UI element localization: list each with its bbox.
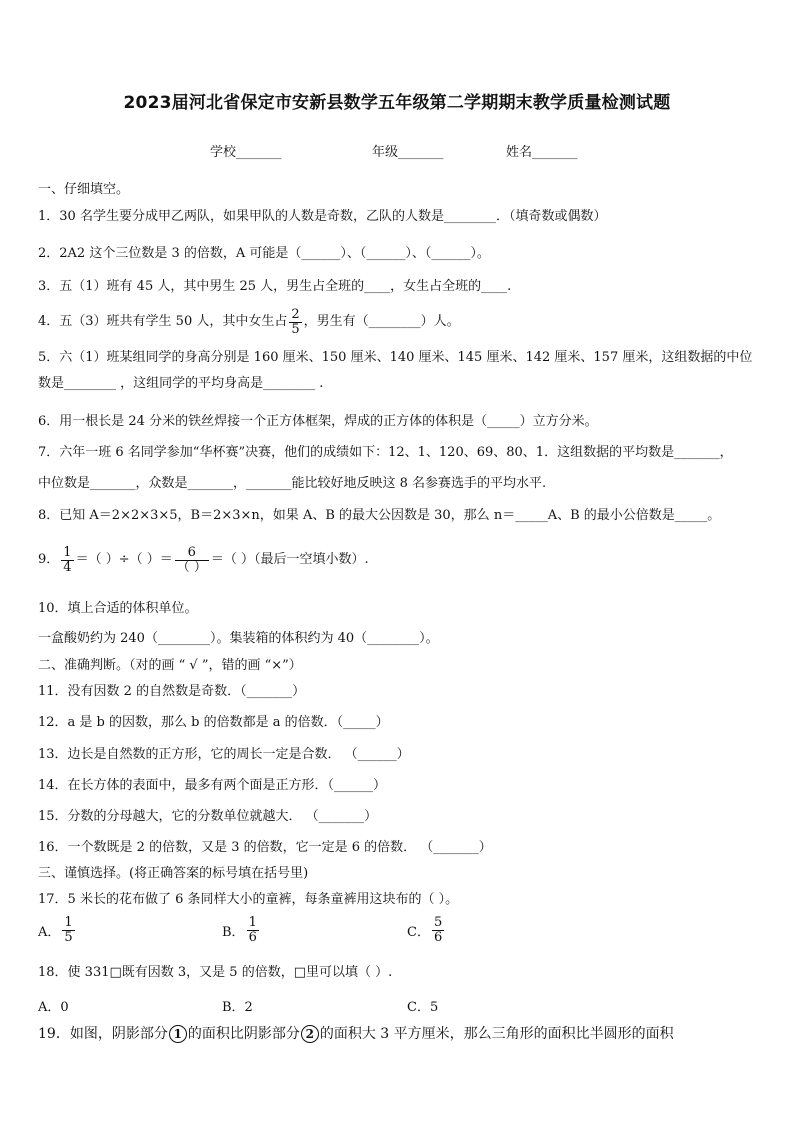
- grade-field: 年级_______: [372, 145, 444, 160]
- option-18-a: A．0: [38, 1000, 69, 1015]
- question-9: [38, 538, 754, 582]
- section-heading-fill: 一、仔细填空。: [38, 182, 130, 197]
- question-7-line-2: 中位数是_______，众数是_______，_______能比较好地反映这 8 名参赛选手的平均水平.: [38, 476, 547, 491]
- question-5: 5．六（1）班某组同学的身高分别是 160 厘米、150 厘米、140 厘米、145 厘米、142 厘米、157 厘米，这组数据的中位数是________ ，这组同学的平均身高是________ .: [38, 350, 753, 391]
- question-15: 15．分数的分母越大，它的分数单位就越大． （_______）: [38, 809, 378, 824]
- question-16: 16．一个数既是 2 的倍数，又是 3 的倍数，它一定是 6 的倍数． （_______）: [38, 840, 492, 855]
- section-heading-choice: 三、谨慎选择。(将正确答案的标号填在括号里): [38, 866, 309, 881]
- question-8: 8．已知 A＝2×2×3×5，B＝2×3×n，如果 A、B 的最大公因数是 30，那么 n＝_____A、B 的最小公倍数是_____。: [38, 508, 721, 523]
- circled-number-2: 2: [301, 1025, 319, 1043]
- option-17-b: [222, 916, 261, 945]
- question-19-part-c: 的面积大 3 平方厘米，那么三角形的面积比半圆形的面积: [319, 1026, 674, 1042]
- option-17-a: [38, 916, 77, 945]
- question-7-line-1: 7．六年一班 6 名同学参加“华杯赛”决赛，他们的成绩如下：12、1、120、69、80、1．这组数据的平均数是_______，: [38, 445, 733, 460]
- fraction-numerator: 1: [63, 544, 72, 560]
- fraction-denominator: 5: [64, 930, 73, 945]
- question-10-detail: 一盒酸奶约为 240（________）。集装箱的体积约为 40（________）。: [38, 631, 439, 646]
- fraction-denominator: 5: [291, 321, 300, 337]
- option-label: C．: [407, 925, 430, 940]
- question-19: [38, 1025, 754, 1043]
- fraction-one-quarter: [61, 546, 73, 575]
- question-9-middle: ＝（ ）÷（ ）＝: [75, 552, 173, 567]
- question-13: 13．边长是自然数的正方形，它的周长一定是合数． （______）: [38, 747, 410, 762]
- question-6: 6．用一根长是 24 分米的铁丝焊接一个正方体框架，焊成的正方体的体积是（_____）立方分米。: [38, 414, 598, 429]
- fraction-numerator: 1: [248, 915, 257, 930]
- question-3: 3．五（1）班有 45 人，其中男生 25 人，男生占全班的____，女生占全班的____.: [38, 279, 512, 294]
- name-field: 姓名_______: [506, 145, 578, 160]
- question-10: 10．填上合适的体积单位。: [38, 601, 198, 616]
- option-17-c: [407, 916, 446, 945]
- question-14: 14．在长方体的表面中，最多有两个面是正方形．（______）: [38, 778, 387, 793]
- question-12: 12．a 是 b 的因数，那么 b 的倍数都是 a 的倍数．（_____）: [38, 715, 389, 730]
- fraction-one-fifth: [62, 916, 74, 945]
- fraction-numerator: 6: [187, 544, 196, 560]
- option-label: A．: [38, 925, 61, 940]
- question-11: 11．没有因数 2 的自然数是奇数．（_______）: [38, 684, 306, 699]
- question-9-post: ＝（ ）（最后一空填小数）.: [210, 552, 369, 567]
- fraction-denominator: （ ）: [176, 559, 207, 575]
- question-9-number: 9．: [38, 552, 60, 567]
- option-18-b: B．2: [222, 1000, 253, 1015]
- fraction-denominator: 4: [63, 559, 72, 575]
- fraction-numerator: 1: [64, 915, 73, 930]
- question-2: 2．2A2 这个三位数是 3 的倍数，A 可能是（______）、（______）、（______）。: [38, 246, 490, 261]
- circled-number-1: 1: [169, 1025, 187, 1043]
- page-title: 2023届河北省保定市安新县数学五年级第二学期期末教学质量检测试题: [123, 93, 671, 113]
- question-17: 17．5 米长的花布做了 6 条同样大小的童裤，每条童裤用这块布的（ ）。: [38, 892, 459, 907]
- question-1: 1．30 名学生要分成甲乙两队，如果甲队的人数是奇数，乙队的人数是________．（填奇数或偶数）: [38, 209, 607, 224]
- fraction-one-sixth: [247, 916, 259, 945]
- section-heading-judge: 二、准确判断。（对的画 “ √ ”，错的画 “×”）: [38, 658, 302, 673]
- fraction-numerator: 5: [433, 915, 443, 930]
- school-field: 学校_______: [210, 145, 282, 160]
- fraction-denominator: 6: [433, 930, 443, 945]
- question-19-part-a: 19．如图，阴影部分: [38, 1026, 168, 1042]
- question-4-text-pre: 4．五（3）班共有学生 50 人，其中女生占: [38, 314, 288, 329]
- question-19-part-b: 的面积比阴影部分: [187, 1026, 300, 1042]
- fraction-five-sixths: [432, 916, 444, 945]
- option-label: B．: [222, 925, 245, 940]
- fraction-two-fifths: [289, 308, 301, 337]
- option-18-c: C．5: [407, 1000, 439, 1015]
- question-4: [38, 304, 754, 340]
- question-4-text-post: ，男生有（________）人。: [303, 314, 460, 329]
- fraction-denominator: 6: [248, 930, 257, 945]
- question-18: 18．使 331□既有因数 3，又是 5 的倍数，□里可以填（ ）.: [38, 965, 393, 980]
- fraction-numerator: 2: [291, 306, 300, 322]
- fraction-six-over-blank: [175, 546, 209, 575]
